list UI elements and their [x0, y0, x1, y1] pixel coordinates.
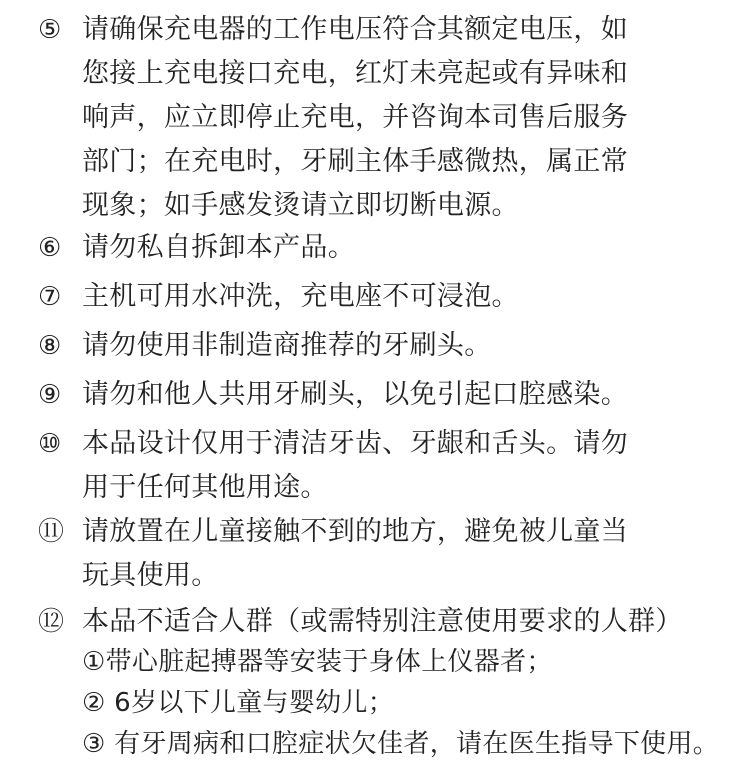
- item-text-line: 请勿使用非制造商推荐的牙刷头。: [82, 330, 492, 361]
- item-text-line: 请勿私自拆卸本产品。: [82, 232, 355, 263]
- item-text-line: 现象；如手感发烫请立即切断电源。: [82, 190, 519, 221]
- item-number: ⑧: [38, 331, 62, 361]
- item-subpoint-3: ③ 有牙周病和口腔症状欠佳者，请在医生指导下使用。: [82, 729, 720, 759]
- item-text-line: 用于任何其他用途。: [82, 472, 328, 503]
- item-text-line: 响声，应立即停止充电，并咨询本司售后服务: [82, 102, 628, 133]
- item-number: ⑩: [38, 429, 62, 459]
- item-text-line: 主机可用水冲洗，充电座不可浸泡。: [82, 281, 519, 312]
- item-number: ⑨: [38, 380, 62, 410]
- item-text-line: 您接上充电接口充电，红灯未亮起或有异味和: [82, 58, 628, 89]
- item-text-line: 本品设计仅用于清洁牙齿、牙龈和舌头。请勿: [82, 428, 628, 459]
- item-text-line: 请确保充电器的工作电压符合其额定电压，如: [82, 14, 628, 45]
- item-number: ⑤: [38, 15, 62, 45]
- item-text-line: 玩具使用。: [82, 560, 219, 591]
- item-subpoint-1: ①带心脏起搏器等安装于身体上仪器者；: [82, 647, 553, 677]
- item-text-line: 本品不适合人群（或需特别注意使用要求的人群）: [82, 606, 683, 637]
- item-number: ⑥: [38, 233, 62, 263]
- item-text-line: 请勿和他人共用牙刷头，以免引起口腔感染。: [82, 379, 628, 410]
- item-number: ⑪: [38, 517, 65, 547]
- item-number: ⑫: [38, 607, 65, 637]
- item-text-line: 请放置在儿童接触不到的地方，避免被儿童当: [82, 516, 628, 547]
- item-number: ⑦: [38, 282, 62, 312]
- item-subpoint-2: ② 6岁以下儿童与婴幼儿；: [82, 688, 395, 718]
- item-text-line: 部门；在充电时，牙刷主体手感微热，属正常: [82, 146, 628, 177]
